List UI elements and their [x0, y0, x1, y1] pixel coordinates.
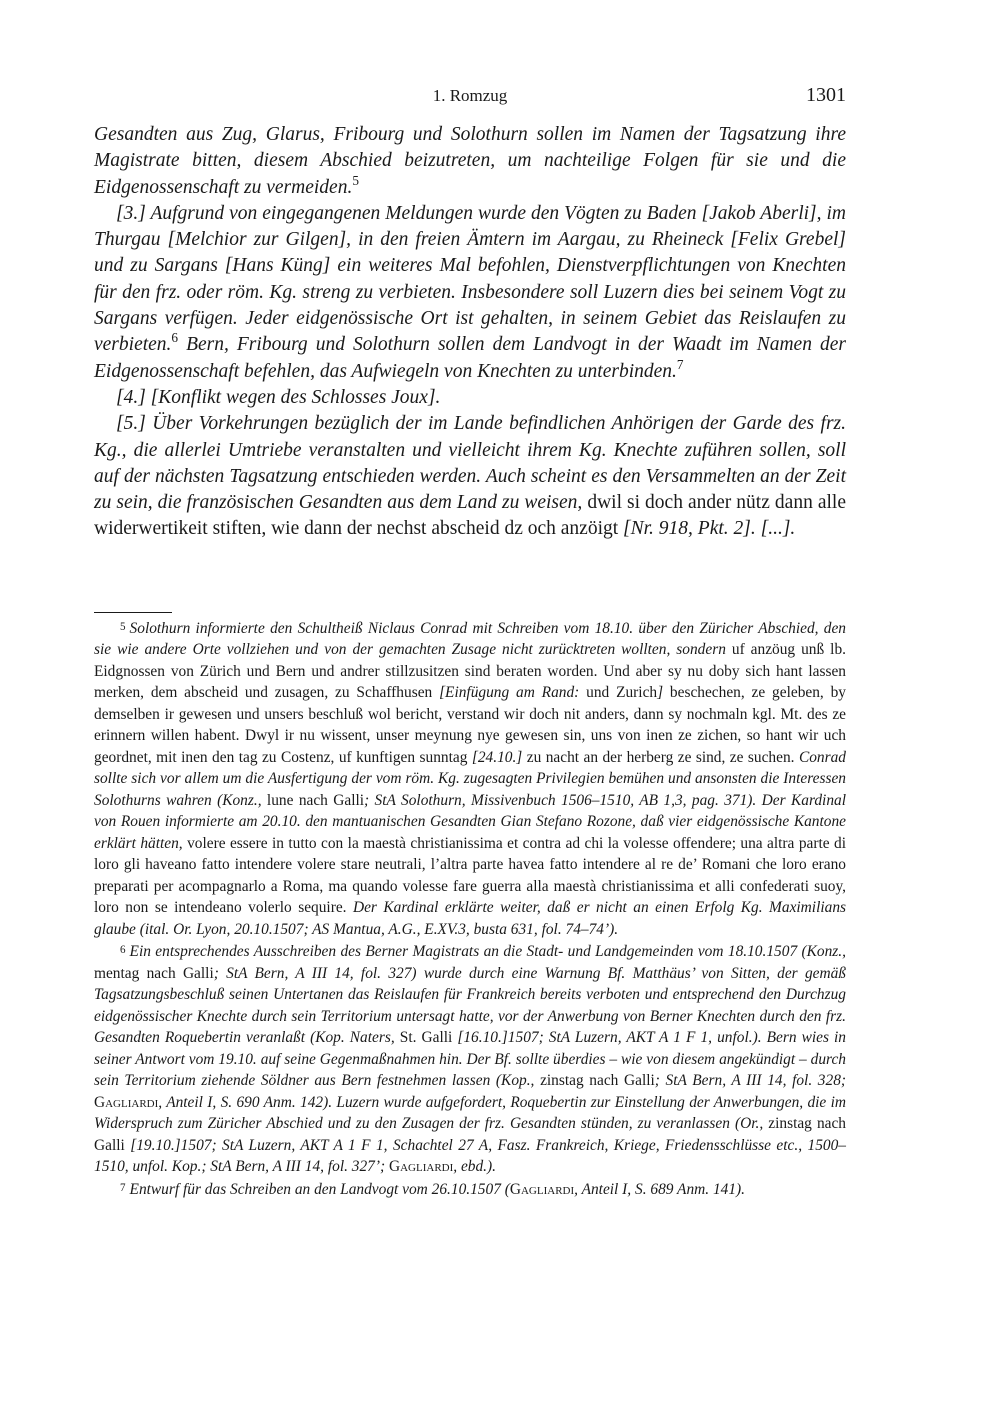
author-name-gagliardi: Gagliardi: [509, 1180, 575, 1198]
author-name-gagliardi: Gagliardi: [94, 1093, 159, 1111]
footnote-6-number: 6: [120, 944, 126, 957]
paragraph-3-text-a: [3.] Aufgrund von eingegangenen Meldungen wurde den Vögten zu Baden [Jakob Aberli], im Thurgau [Melchior zur Gilgen], in den freien Ämtern im Aargau, zu Rheineck [Felix Grebel] und zu Sargans [Hans Küng] ein weiteres Mal befohlen, Dienstverpflichtungen von Knechten für den frz. oder röm. Kg. streng zu verbieten. Insbesondere soll Luzern dies bei seinem Vogt zu Sargans verfügen. Jeder eidgenössische Ort ist gehalten, in seinem Gebiet das Reislaufen zu verbieten.: [94, 202, 846, 356]
paragraph-5-italic-a: [5.] Über Vorkehrungen bezüglich der im Lande befindlichen Anhörigen der Garde des frz. Kg., die allerlei Umtriebe veranstalten und vielleicht ihrem Kg. Knechte zuführen sollen, soll auf der nächsten Tagsatzung entschieden werden. Auch scheint es den Versammelten an der Zeit zu sein, die französischen Gesandten aus dem Land zu weisen,: [94, 413, 846, 514]
footnote-6-quote: zinstag nach Galli: [94, 1115, 846, 1154]
footnote-5-part: ]: [657, 684, 664, 702]
footnote-7-part: , Anteil I, S. 689 Anm. 141).: [574, 1180, 746, 1198]
footnote-ref-5: 5: [352, 172, 359, 188]
footnote-5-quote: uf anzöug unß lb. Eidgnossen von Zürich und Bern und andrer stillzusitzen sind beraten worden. Und aber sy nu doby sich hant lassen merken, dem abscheid und zusagen, zu Schaffhusen: [94, 641, 846, 702]
footnote-5-quote: beschechen, ze geleben, by demselben ir gewesen und unsers beschluß wol bericht, verstand wir doch nit anders, dann sy nochmaln kgl. Mt. des ze erinnern willen habent. Dwyl ir nu wissent, unser meynung nye gewesen sin, uns von inen ze zichen, so hant wir uch geordnet, mit inen den tag zu Costenz, uf kunftigen sunntag: [94, 684, 846, 766]
footnote-6-part: ; StA Bern, A III 14, fol. 327) wurde durch eine Warnung Bf. Matthäus’ von Sitten, der gemäß Tagsatzungsbeschluß seinen Untertanen das Reislaufen für Frankreich bereits verboten und entsprechend den Durchzug eidgenössischer Knechte durch sein Territorium untersagt hatte, vor der Anwerbung von Berner Knechten durch den frz. Gesandten Roquebertin veranlaßt (Kop. Naters,: [94, 964, 846, 1047]
running-head: [94, 84, 846, 108]
paragraph-5: [94, 411, 846, 542]
paragraph-1: [94, 122, 846, 201]
footnote-6-part: [19.10.]1507; StA Luzern, AKT A 1 F 1, Schachtel 27 A, Fasz. Frankreich, Kriege, Friedensschlüsse etc., 1500–1510, unfol. Kop.; StA Bern, A III 14, fol. 327’;: [94, 1136, 846, 1176]
footnote-ref-7: 7: [676, 356, 684, 372]
footnote-5-quote: lune nach Galli: [261, 791, 365, 809]
paragraph-3: [94, 201, 846, 385]
footnotes: [94, 617, 846, 1200]
footnote-5-part: ; StA Solothurn, Missivenbuch 1506–1510, AB 1,3, pag. 371). Der Kardinal von Rouen informierte am 20.10. den mantuanischen Gesandten Gian Stefano Rozone, daß vier eidgenössische Kantone erklärt hätten,: [94, 791, 846, 852]
footnote-5-part: [Einfügung am Rand:: [439, 684, 580, 702]
footnote-7-number: 7: [120, 1181, 126, 1194]
footnote-5-quote: zu nacht an der herberg ze sind, ze suchen.: [522, 748, 799, 766]
main-text: [94, 122, 846, 543]
paragraph-4: [94, 385, 846, 411]
footnote-6-quote: zinstag nach Galli: [534, 1072, 655, 1090]
footnote-7: [94, 1178, 846, 1200]
footnote-5-part: Conrad sollte sich vor allem um die Ausfertigung der vom röm. Kg. zugesagten Privilegien bemühen und ansonsten die Interessen Solothurns wahren (Konz.,: [94, 748, 846, 809]
paragraph-1-text: Gesandten aus Zug, Glarus, Fribourg und Solothurn sollen im Namen der Tagsatzung ihre Magistrate bitten, diesem Abschied beizutreten, um nachteilige Folgen für sie und die Eidgenossenschaft zu vermeiden.: [94, 124, 846, 198]
footnote-6-part: [16.10.]1507; StA Luzern, AKT A 1 F 1, unfol.). Bern wies in seiner Antwort vom 19.10. auf seine Gegenmaßnahmen hin. Der Bf. sollte überdies – wie von diesem angekündigt – durch sein Territorium ziehende Söldner aus Bern festnehmen lassen (Kop.,: [94, 1029, 846, 1090]
footnote-ref-6: 6: [171, 330, 179, 346]
footnote-6-part: , Anteil I, S. 690 Anm. 142). Luzern wurde aufgefordert, Roquebertin zur Einstellung der Anwerbungen, die im Widerspruch zum Züricher Abschied und zu den Zusagen der frz. Gesandten stünden, zu veranlassen (Or.,: [94, 1093, 846, 1133]
footnote-6-quote: mentag nach Galli: [94, 964, 214, 982]
footnote-6-part: , ebd.).: [453, 1158, 497, 1176]
page-number: 1301: [806, 84, 846, 106]
footnote-6-part: ; StA Bern, A III 14, fol. 328;: [654, 1072, 847, 1090]
paragraph-4-text: [4.] [Konflikt wegen des Schlosses Joux].: [116, 386, 441, 408]
footnote-5-part: Solothurn informierte den Schultheiß Niclaus Conrad mit Schreiben vom 18.10. über den Züricher Abschied, den sie wie andere Orte vollziehen und von der gemachten Zusage nicht zurücktreten wollten, sondern: [94, 619, 846, 659]
footnote-5-quote: und Zurich: [579, 684, 658, 702]
footnote-5-quote: volere essere in tutto con la maestà christianissima et contra ad chi la volesse offendere; una altra parte di loro gli haveano fatto intendere volere stare neutrali, l’altra parte havea fatto intendere al re de’ Romani che loro erano preparati per acompagnarlo a Roma, ma quando volesse fare guerra alla maestà christianissima et alli confederati suoy, loro non se intendeano volerlo sequire.: [94, 834, 846, 917]
footnote-5: [94, 617, 846, 940]
footnote-7-part: Entwurf für das Schreiben an den Landvogt vom 26.10.1507 (: [129, 1180, 510, 1198]
paragraph-3-text-b: Bern, Fribourg und Solothurn sollen dem Landvogt in der Waadt im Namen der Eidgenossenschaft befehlen, das Aufwiegeln von Knechten zu unterbinden.: [94, 334, 846, 382]
footnote-5-number: 5: [120, 621, 126, 633]
paragraph-5-quote: dwil si doch ander nütz dann alle widerwertikeit stiften, wie dann der nechst abscheid dz och anzöigt: [94, 492, 846, 540]
footnote-6: [94, 940, 846, 1177]
footnote-5-part: [24.10.]: [471, 748, 523, 766]
footnote-6-quote: St. Galli: [394, 1029, 458, 1047]
footnote-divider: [94, 612, 172, 613]
author-name-gagliardi: Gagliardi: [388, 1158, 454, 1176]
footnote-6-part: Ein entsprechendes Ausschreiben des Berner Magistrats an die Stadt- und Landgemeinden vom 18.10.1507 (Konz.,: [129, 943, 846, 961]
running-title: 1. Romzug: [432, 86, 508, 105]
footnote-5-part: Der Kardinal erklärte weiter, daß er nicht an einen Erfolg Kg. Maximilians glaube (ital. Or. Lyon, 20.10.1507; AS Mantua, A.G., E.XV.3, busta 631, fol. 74–74’).: [94, 899, 847, 938]
paragraph-5-italic-b: [Nr. 918, Pkt. 2]. [...].: [623, 518, 796, 540]
